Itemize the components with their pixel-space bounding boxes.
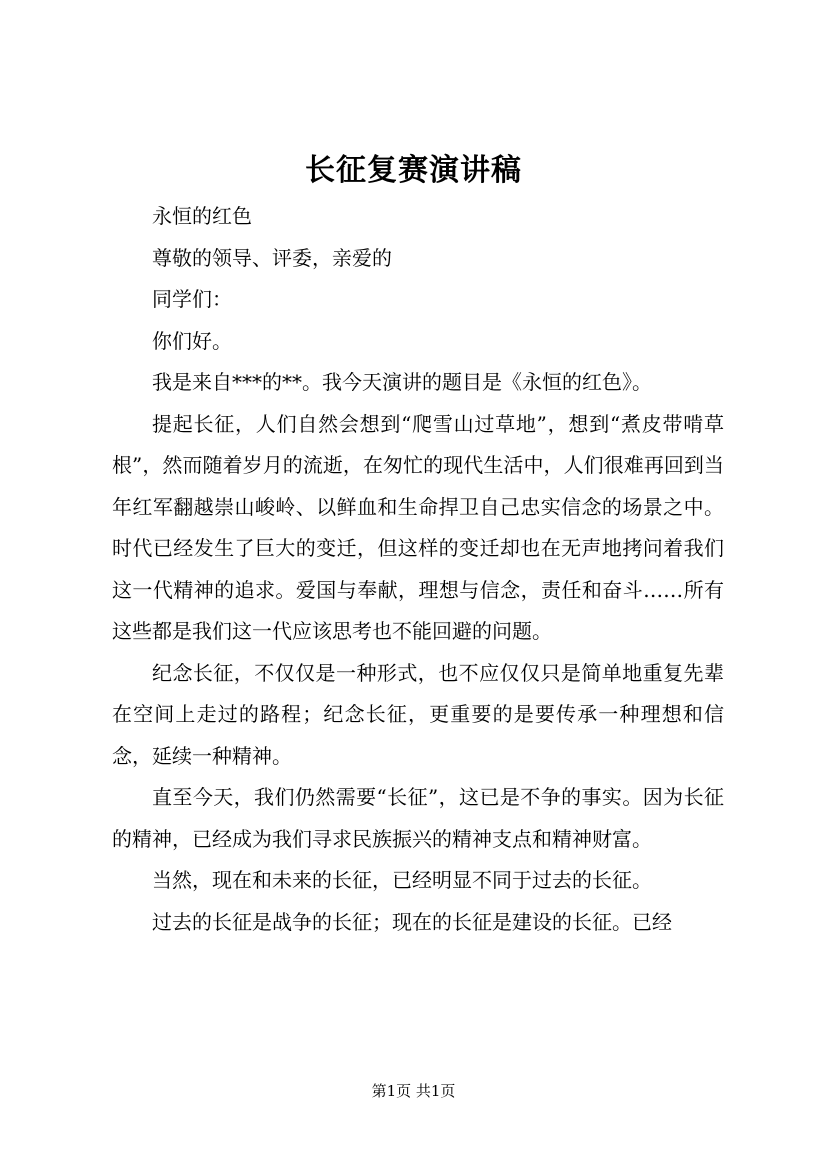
paragraph-intro: 我是来自***的**。我今天演讲的题目是《永恒的红色》。 [152,370,652,394]
paragraph-body: 纪念长征，不仅仅是一种形式，也不应仅仅只是简单地重复先辈在空间上走过的路程；纪念长征，更重要的是要传承一种理想和信念，延续一种精神。 [112,660,724,768]
paragraph-body: 直至今天，我们仍然需要“长征”，这已是不争的事实。因为长征的精神，已经成为我们寻求民族振兴的精神支点和精神财富。 [112,785,724,851]
page-number-footer: 第1页 共1页 [371,1082,456,1100]
paragraph-greeting-cont: 同学们： [152,287,232,311]
paragraph-hello: 你们好。 [152,328,232,353]
paragraph-body: 当然，现在和未来的长征，已经明显不同于过去的长征。 [152,868,652,892]
paragraph-greeting: 尊敬的领导、评委，亲爱的 [152,245,392,270]
paragraph-subtitle: 永恒的红色 [152,204,252,228]
paragraph-body: 过去的长征是战争的长征；现在的长征是建设的长征。已经 [152,909,672,934]
paragraph-body: 提起长征，人们自然会想到“爬雪山过草地”，想到“煮皮带啃草根”，然而随着岁月的流逝，在匆忙的现代生活中，人们很难再回到当年红军翻越崇山峻岭、以鲜血和生命捍卫自己忠实信念的场景之中。时代已经发生了巨大的变迁，但这样的变迁却也在无声地拷问着我们这一代精神的追求。爱国与奉献，理想与信念，责任和奋斗……所有这些都是我们这一代应该思考也不能回避的问题。 [112,411,724,643]
document-title: 长征复赛演讲稿 [305,153,522,188]
document-body [112,196,724,943]
